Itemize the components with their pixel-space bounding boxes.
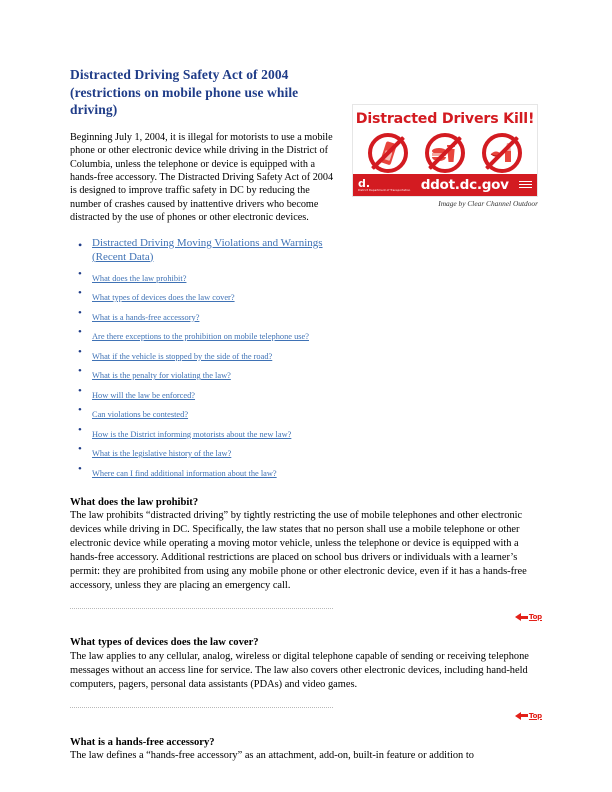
banner-caption: Image by Clear Channel Outdoor bbox=[438, 199, 538, 208]
no-food-drink-icon bbox=[425, 133, 465, 173]
list-item[interactable] bbox=[70, 237, 490, 265]
list-item[interactable] bbox=[70, 287, 490, 305]
toc-link-enforcement[interactable]: How will the law be enforced? bbox=[92, 390, 196, 400]
left-arrow-icon bbox=[515, 712, 528, 720]
toc-link-penalty[interactable]: What is the penalty for violating the law? bbox=[92, 371, 231, 381]
dotted-rule bbox=[70, 608, 333, 609]
toc-link-stopped-vehicle[interactable]: What if the vehicle is stopped by the side of the road? bbox=[92, 351, 273, 361]
page-title bbox=[70, 66, 350, 119]
ddot-logo-subtitle: District Department of Transportation bbox=[358, 188, 411, 192]
dotted-rule bbox=[70, 707, 333, 708]
section-hands-free-accessory bbox=[70, 736, 542, 764]
ddot-website-url: ddot.dc.gov bbox=[420, 177, 509, 193]
list-item[interactable] bbox=[70, 424, 490, 442]
section-divider bbox=[70, 606, 542, 632]
section-body: The law prohibits “distracted driving” by tightly restricting the use of mobile telephones and other electronic devices while driving in DC. Specifically, the law states that no person shall use a mobile telephone or other electronic device while operating a moving motor vehicle, unless the telephone or device is equipped with a hands-free accessory. Additional restrictions are placed on school bus drivers or individuals with a learner’s permit: they are prohibited from using any mobile phone or other electronic device, even if it has a hands-free accessory, unless they are placing an emergency call. bbox=[70, 510, 527, 592]
back-to-top-link[interactable] bbox=[515, 712, 542, 720]
banner-footer-bar bbox=[353, 174, 537, 196]
list-item[interactable] bbox=[70, 268, 490, 286]
left-arrow-icon bbox=[515, 613, 528, 621]
no-lipstick-icon bbox=[482, 133, 522, 173]
banner-icons-row bbox=[353, 131, 537, 175]
ddot-logo-mark: d. bbox=[358, 176, 371, 190]
list-item[interactable] bbox=[70, 385, 490, 403]
table-of-contents-list bbox=[70, 237, 490, 481]
list-item[interactable] bbox=[70, 365, 490, 383]
dc-seal-icon bbox=[519, 181, 532, 190]
document-content bbox=[70, 66, 542, 763]
toc-link-additional-info[interactable]: Where can I find additional information about the law? bbox=[92, 468, 277, 478]
section-what-prohibit bbox=[70, 496, 542, 593]
section-body: The law applies to any cellular, analog, wireless or digital telephone capable of sending or receiving telephone messages without an access line for service. The law also covers other electronic devices, including hand-held computers, pagers, personal data assistants (PDAs) and video games. bbox=[70, 650, 529, 690]
list-item[interactable] bbox=[70, 346, 490, 364]
no-mobile-phone-icon bbox=[368, 133, 408, 173]
section-device-types bbox=[70, 636, 542, 692]
back-to-top-label: Top bbox=[528, 612, 542, 621]
list-item[interactable] bbox=[70, 443, 490, 461]
section-heading: What is a hands-free accessory? bbox=[70, 736, 215, 748]
toc-link-legislative-history[interactable]: What is the legislative history of the law? bbox=[92, 449, 232, 459]
list-item[interactable] bbox=[70, 326, 490, 344]
section-heading: What types of devices does the law cover? bbox=[70, 636, 259, 648]
toc-link-violations-data[interactable]: Distracted Driving Moving Violations and Warnings (Recent Data) bbox=[92, 236, 323, 263]
list-item[interactable] bbox=[70, 404, 490, 422]
ddot-logo bbox=[358, 178, 410, 193]
section-body: The law defines a “hands-free accessory” as an attachment, add-on, built-in feature or addition to bbox=[70, 750, 474, 762]
toc-link-hands-free[interactable]: What is a hands-free accessory? bbox=[92, 312, 200, 322]
toc-link-device-types[interactable]: What types of devices does the law cover? bbox=[92, 293, 235, 303]
intro-paragraph: Beginning July 1, 2004, it is illegal for motorists to use a mobile phone or other electronic device while driving in the District of Columbia, unless the telephone or device is equipped with a hands-free accessory. The Distracted Driving Safety Act of 2004 is designed to improve traffic safety in DC by reducing the number of crashes caused by inattentive drivers who become distracted by the use of phones or other electronic devices. bbox=[70, 131, 334, 224]
title-line-3: driving) bbox=[70, 102, 118, 118]
toc-link-contest-violations[interactable]: Can violations be contested? bbox=[92, 410, 189, 420]
back-to-top-link[interactable] bbox=[515, 613, 542, 621]
section-heading: What does the law prohibit? bbox=[70, 496, 199, 508]
distracted-drivers-kill-banner bbox=[352, 104, 538, 197]
back-to-top-label: Top bbox=[528, 711, 542, 720]
ddot-banner-figure bbox=[352, 104, 538, 208]
title-line-1: Distracted Driving Safety Act of 2004 bbox=[70, 67, 289, 82]
section-divider bbox=[70, 705, 542, 731]
toc-link-what-prohibit[interactable]: What does the law prohibit? bbox=[92, 273, 187, 283]
toc-link-informing-motorists[interactable]: How is the District informing motorists about the new law? bbox=[92, 429, 292, 439]
banner-headline: Distracted Drivers Kill! bbox=[355, 111, 535, 127]
title-line-2: (restrictions on mobile phone use while bbox=[70, 84, 299, 100]
list-item[interactable] bbox=[70, 463, 490, 481]
list-item[interactable] bbox=[70, 307, 490, 325]
toc-link-exceptions[interactable]: Are there exceptions to the prohibition on mobile telephone use? bbox=[92, 332, 309, 342]
